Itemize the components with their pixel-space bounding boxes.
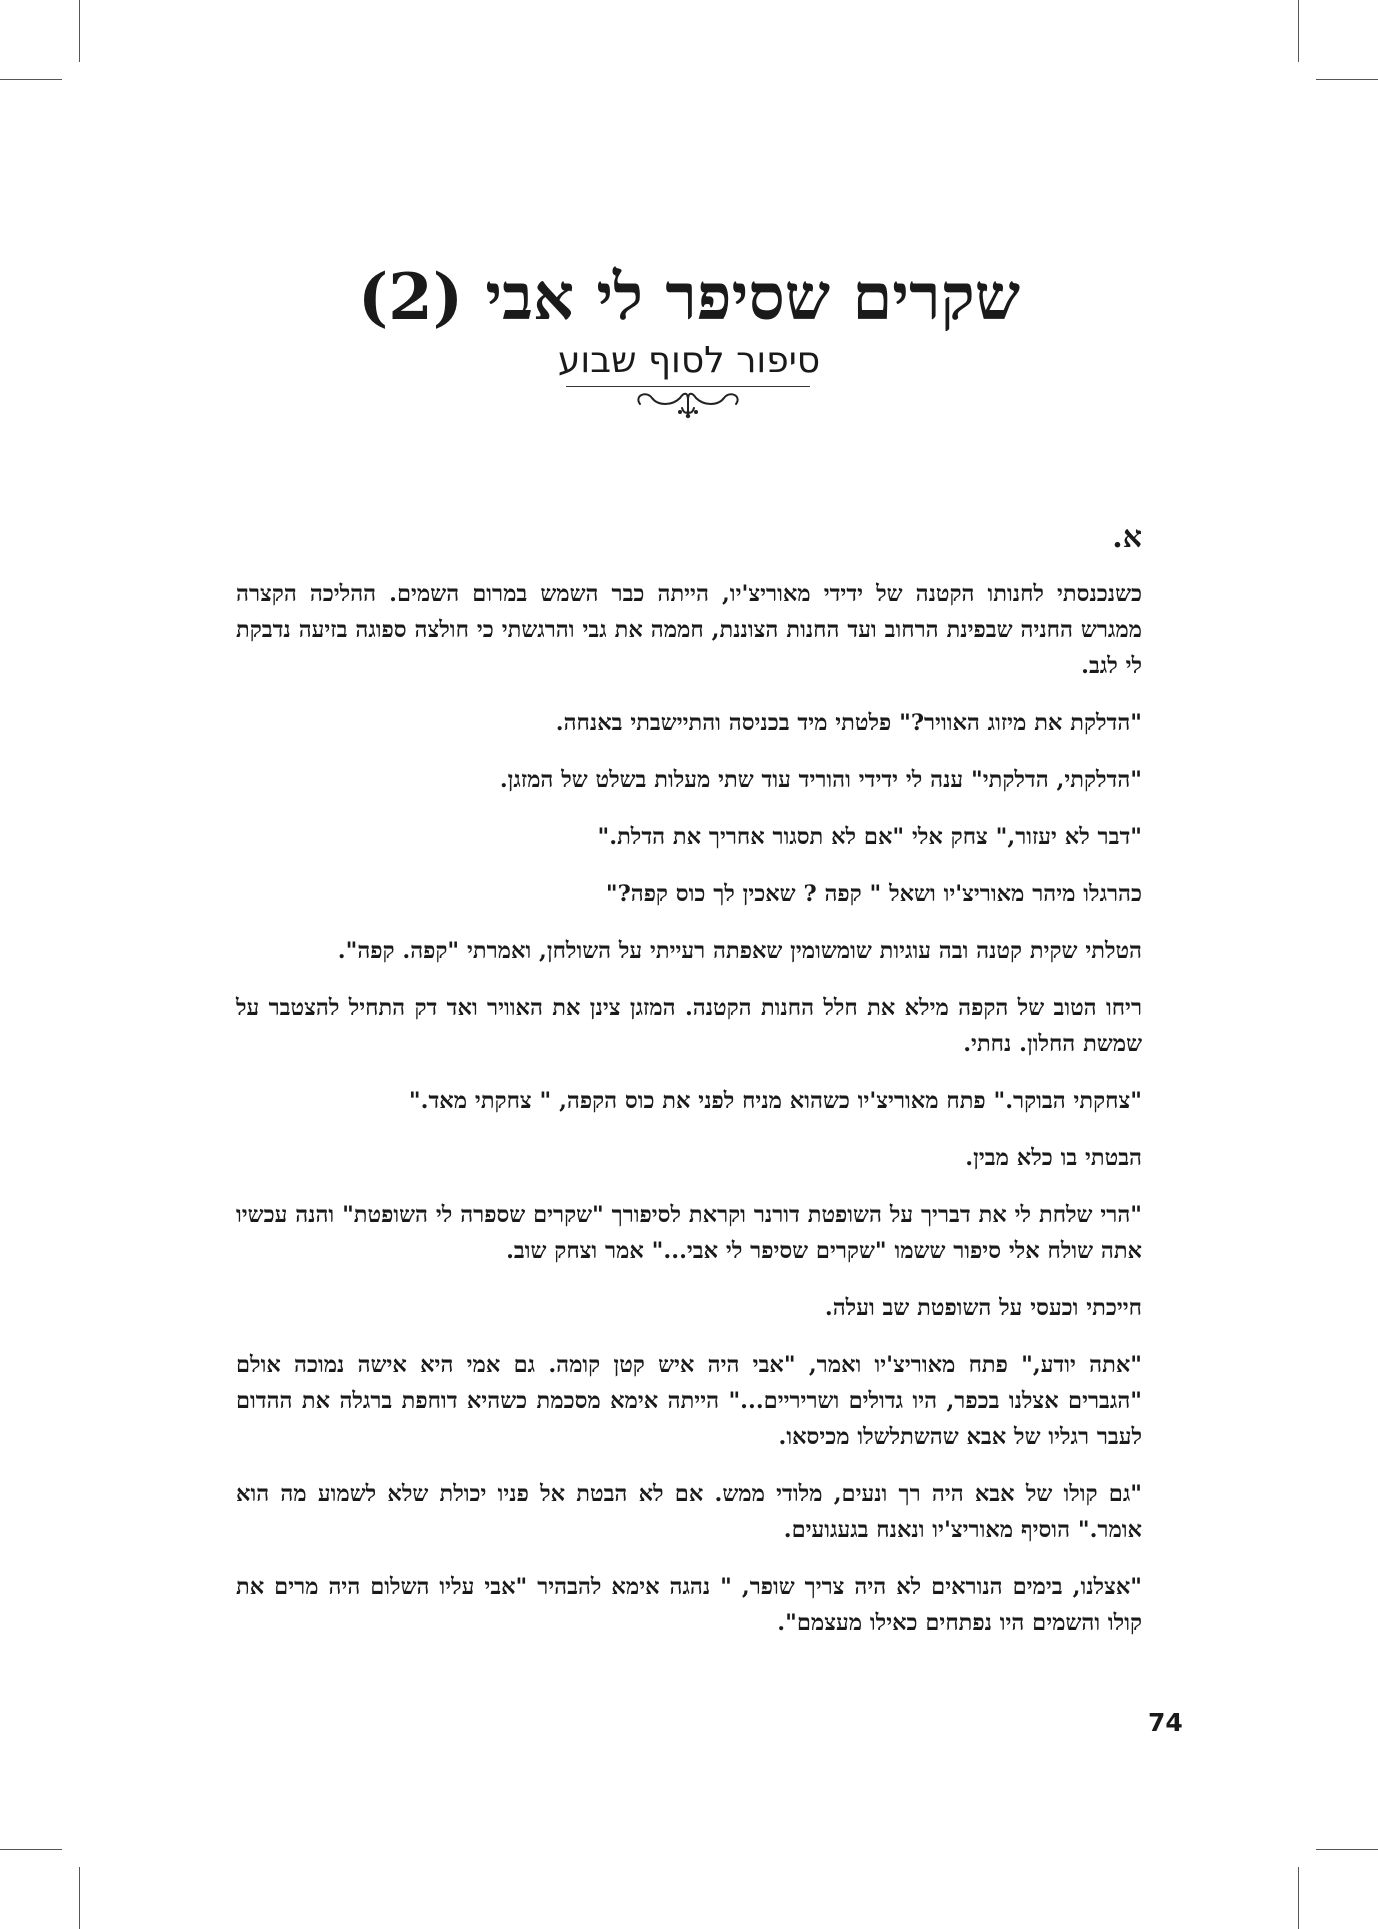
crop-mark-top-right-h	[1316, 79, 1378, 80]
crop-mark-top-left	[79, 0, 80, 62]
paragraph: "הרי שלחת לי את דבריך על השופטת דורנר וקראת לסיפורך "שקרים שספרה לי השופטת" והנה עכשיו אתה שולח אלי סיפור ששמו "שקרים שסיפר לי אבי..." אמר וצחק שוב.	[236, 1202, 1142, 1264]
paragraph: "הדלקת את מיזוג האוויר?" פלטתי מיד בכניסה והתיישבתי באנחה.	[555, 710, 1142, 736]
paragraph: כהרגלו מיהר מאוריצ'יו ושאל " קפה ? שאכין לך כוס קפה?"	[605, 881, 1142, 907]
crop-mark-top-left-h	[0, 79, 62, 80]
page-subtitle: סיפור לסוף שבוע	[557, 340, 821, 381]
crop-mark-bottom-left-h	[0, 1849, 62, 1850]
paragraph: הבטתי בו כלא מבין.	[965, 1145, 1142, 1171]
story-body	[236, 576, 1142, 1662]
paragraph: "הדלקתי, הדלקתי" ענה לי ידידי והוריד עוד שתי מעלות בשלט של המזגן.	[499, 767, 1142, 793]
page-title: שקרים שסיפר לי אבי (2)	[357, 260, 1021, 335]
paragraph: הטלתי שקית קטנה ובה עוגיות שומשומין שאפתה רעייתי על השולחן, ואמרתי "קפה. קפה".	[337, 938, 1142, 964]
paragraph: "דבר לא יעזור," צחק אלי "אם לא תסגור אחריך את הדלת."	[597, 824, 1142, 850]
crop-mark-bottom-right-h	[1316, 1849, 1378, 1850]
paragraph: "גם קולו של אבא היה רך ונעים, מלודי ממש. אם לא הבטת אל פניו יכולת שלא לשמוע מה הוא אומר." הוסיף מאוריצ'יו ונאנח בגעגועים.	[236, 1481, 1142, 1543]
paragraph: "צחקתי הבוקר." פתח מאוריצ'יו כשהוא מניח לפני את כוס הקפה, " צחקתי מאד."	[408, 1088, 1142, 1114]
paragraph: חייכתי וכעסי על השופטת שב ועלה.	[824, 1295, 1142, 1321]
crop-mark-bottom-left	[79, 1867, 80, 1929]
paragraph: "אתה יודע," פתח מאוריצ'יו ואמר, "אבי היה איש קטן קומה. גם אמי היא אישה נמוכה אולם "הגברים אצלנו בכפר, היו גדולים ושריריים..." הייתה אימא מסכמת כשהיא דוחפת ברגלה את ההדום לעבר רגליו של אבא שהשתלשלו מכיסאו.	[236, 1352, 1142, 1450]
paragraph: ריחו הטוב של הקפה מילא את חלל החנות הקטנה. המזגן צינן את האוויר ואד דק התחיל להצטבר על שמשת החלון. נחתי.	[236, 995, 1142, 1057]
paragraph: "אצלנו, בימים הנוראים לא היה צריך שופר, " נהגה אימא להבהיר "אבי עליו השלום היה מרים את קולו והשמים היו נפתחים כאילו מעצמם".	[236, 1574, 1142, 1636]
crop-mark-bottom-right	[1298, 1867, 1299, 1929]
flourish-ornament-icon	[632, 384, 744, 420]
section-letter: א.	[1112, 520, 1142, 555]
crop-mark-top-right	[1298, 0, 1299, 62]
paragraph: כשנכנסתי לחנותו הקטנה של ידידי מאוריצ'יו, הייתה כבר השמש במרום השמים. ההליכה הקצרה ממגרש החניה שבפינת הרחוב ועד החנות הצוננת, חממה את גבי והרגשתי כי חולצה ספוגה בזיעה נדבקת לי לגב.	[236, 581, 1142, 679]
page-number: 74	[1148, 1708, 1183, 1737]
